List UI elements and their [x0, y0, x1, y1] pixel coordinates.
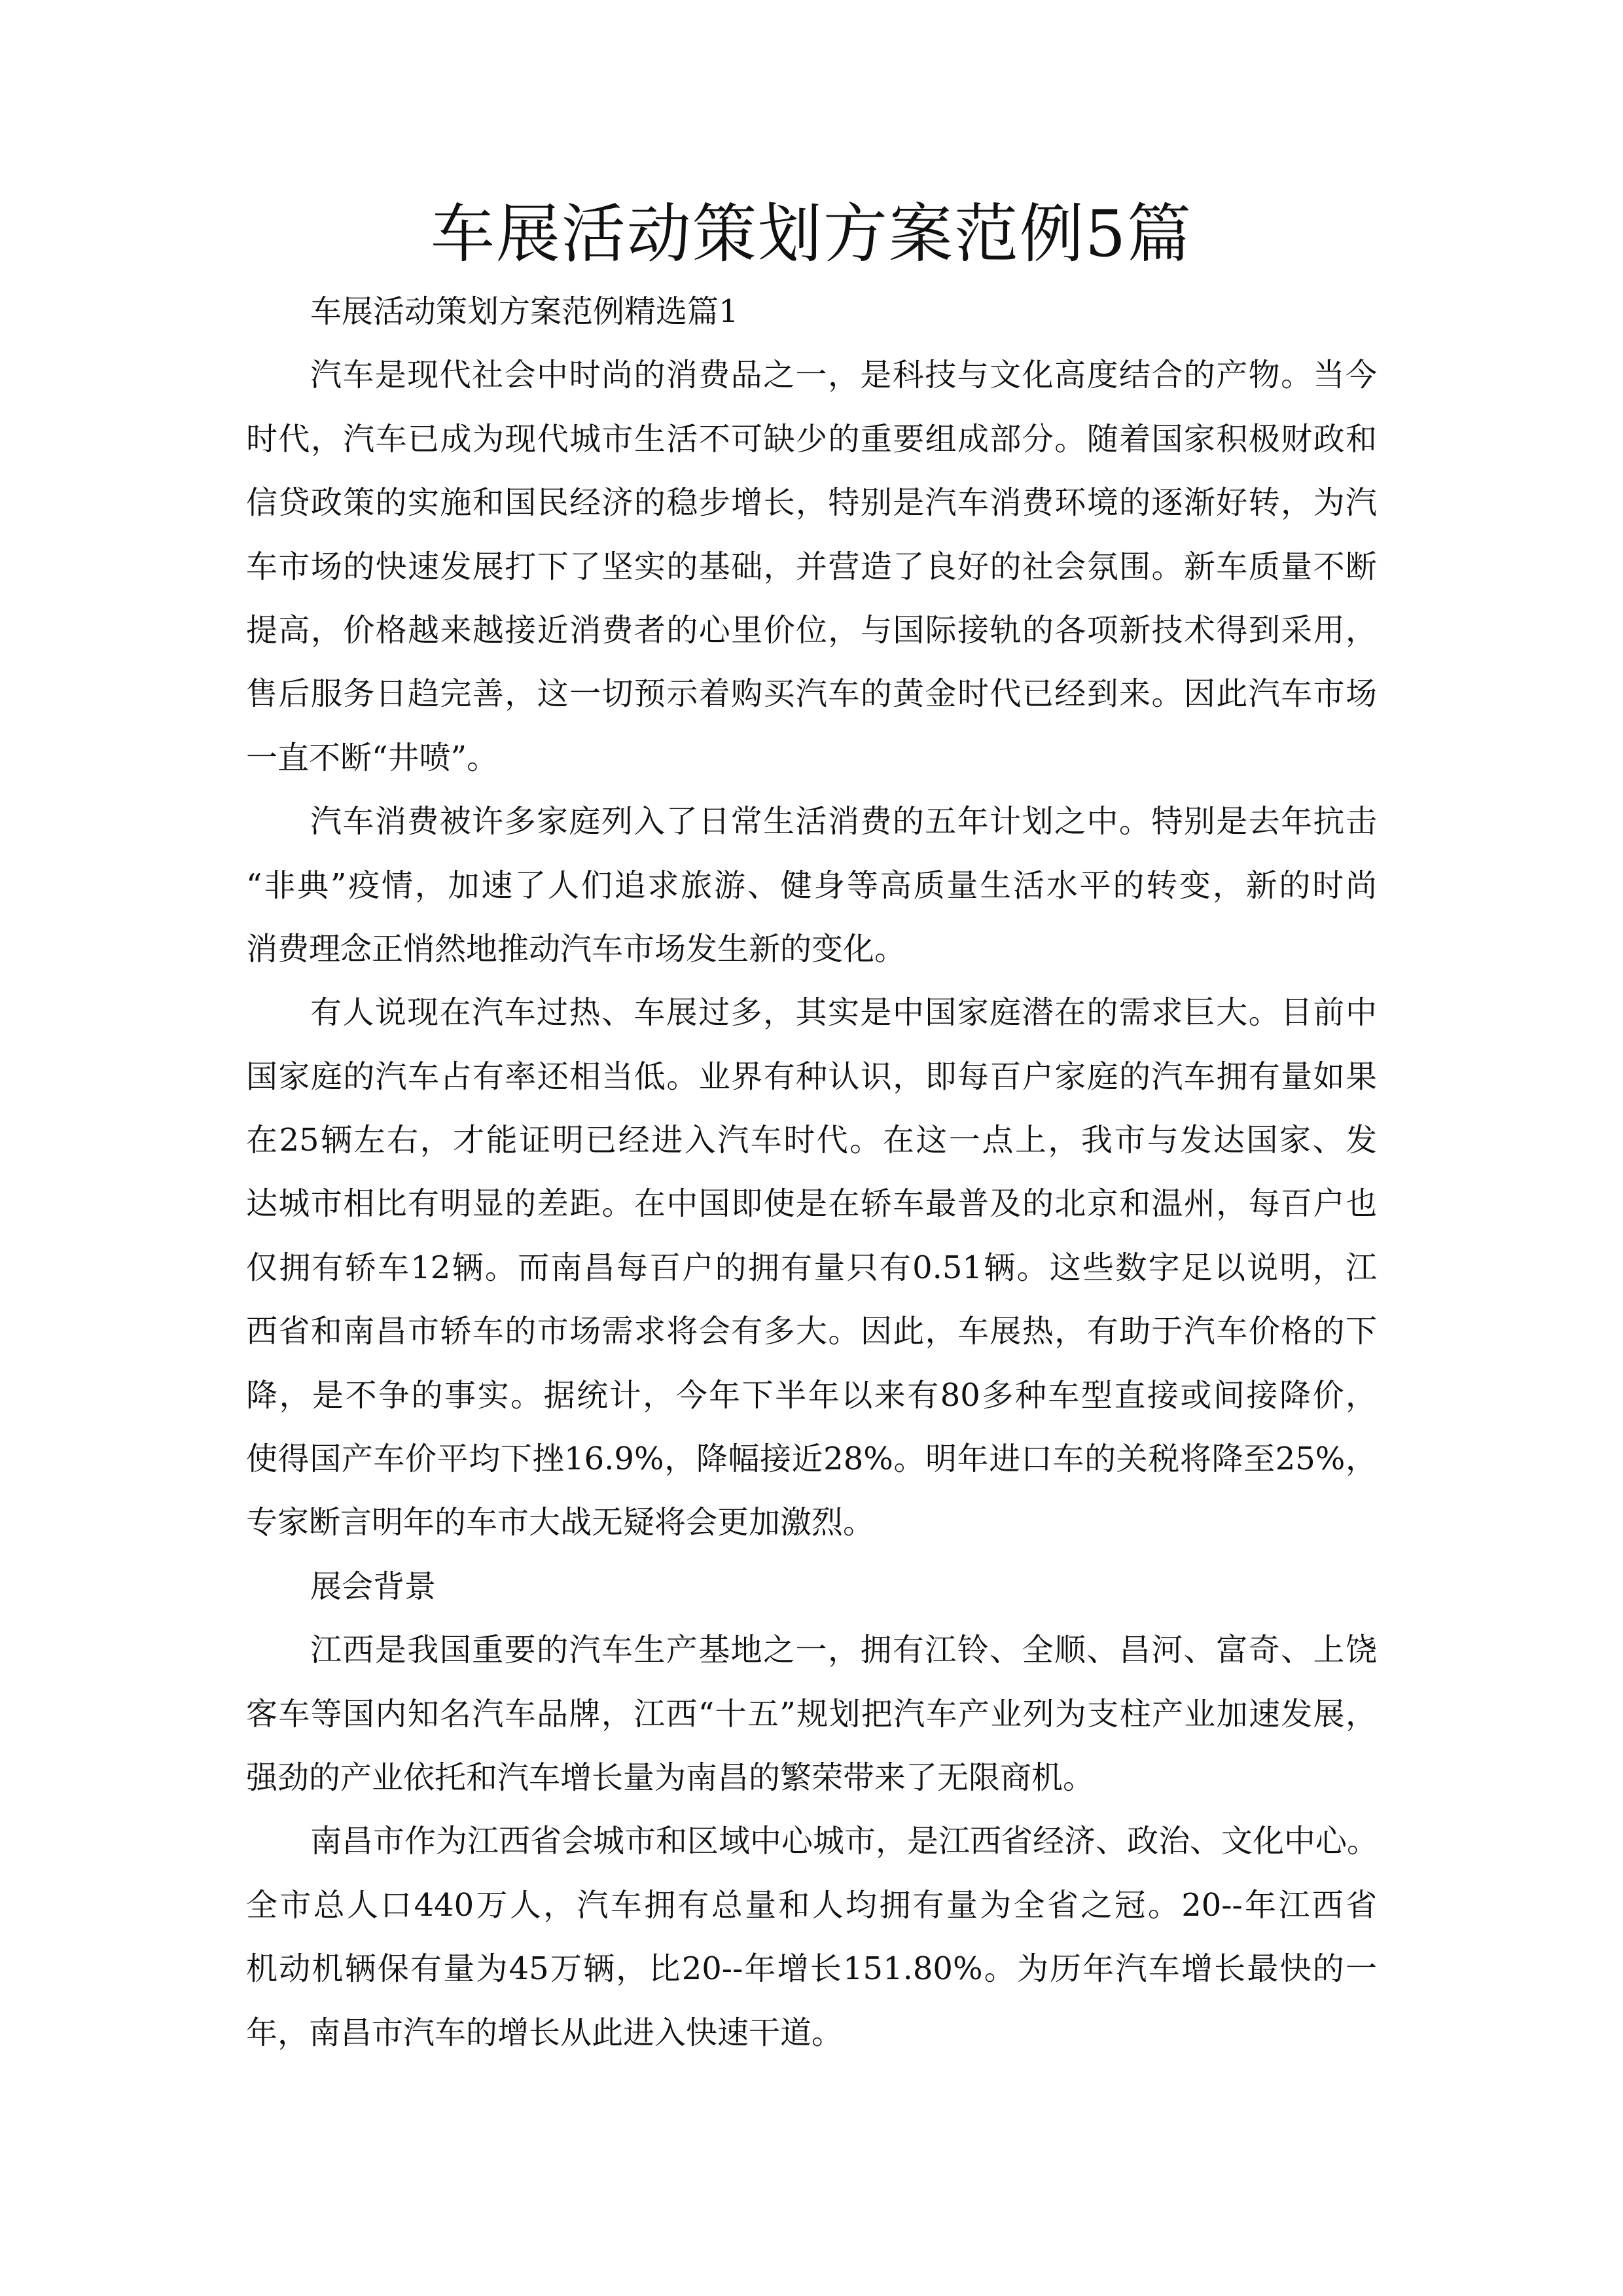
paragraph [246, 981, 1377, 1555]
text-line: 西省和南昌市轿车的市场需求将会有多大。因此，车展热，有助于汽车价格的下 [246, 1313, 1377, 1350]
text-line: 强劲的产业依托和汽车增长量为南昌的繁荣带来了无限商机。 [246, 1759, 1095, 1796]
text-line: 提高，价格越来越接近消费者的心里价位，与国际接轨的各项新技术得到采用， [246, 611, 1377, 649]
text-line: 汽车消费被许多家庭列入了日常生活消费的五年计划之中。特别是去年抗击 [310, 803, 1377, 840]
paragraph [246, 344, 1377, 790]
text-line: 降，是不争的事实。据统计，今年下半年以来有80多种车型直接或间接降价， [246, 1376, 1377, 1414]
document-body [246, 280, 1377, 2065]
text-line: 客车等国内知名汽车品牌，江西“十五”规划把汽车产业列为支柱产业加速发展， [246, 1695, 1377, 1732]
text-line: 机动机辆保有量为45万辆，比20--年增长151.80%。为历年汽车增长最快的一 [246, 1950, 1377, 1988]
paragraph [246, 1810, 1377, 2065]
text-line: 达城市相比有明显的差距。在中国即使是在轿车最普及的北京和温州，每百户也 [246, 1185, 1377, 1223]
text-line: 展会背景 [310, 1568, 437, 1605]
text-line: 消费理念正悄然地推动汽车市场发生新的变化。 [246, 930, 906, 967]
text-line: 汽车是现代社会中时尚的消费品之一，是科技与文化高度结合的产物。当今 [310, 357, 1377, 394]
text-line: 国家庭的汽车占有率还相当低。业界有种认识，即每百户家庭的汽车拥有量如果 [246, 1058, 1377, 1095]
text-line: 全市总人口440万人，汽车拥有总量和人均拥有量为全省之冠。20--年江西省 [246, 1886, 1377, 1924]
text-line: 专家断言明年的车市大战无疑将会更加激烈。 [246, 1504, 875, 1541]
text-line: “非典”疫情，加速了人们追求旅游、健身等高质量生活水平的转变，新的时尚 [246, 867, 1377, 904]
document-title: 车展活动策划方案范例5篇 [430, 197, 1193, 272]
text-line: 江西是我国重要的汽车生产基地之一，拥有江铃、全顺、昌河、富奇、上饶 [310, 1632, 1377, 1669]
text-line: 信贷政策的实施和国民经济的稳步增长，特别是汽车消费环境的逐渐好转，为汽 [246, 484, 1377, 522]
text-line: 车展活动策划方案范例精选篇1 [310, 293, 739, 330]
text-line: 南昌市作为江西省会城市和区域中心城市，是江西省经济、政治、文化中心。 [310, 1823, 1379, 1860]
section-heading [246, 1555, 1377, 1619]
paragraph [246, 790, 1377, 981]
text-line: 一直不断“井喷”。 [246, 739, 499, 776]
text-line: 车市场的快速发展打下了坚实的基础，并营造了良好的社会氛围。新车质量不断 [246, 548, 1377, 585]
text-line: 有人说现在汽车过热、车展过多，其实是中国家庭潜在的需求巨大。目前中 [310, 994, 1377, 1031]
text-line: 仅拥有轿车12辆。而南昌每百户的拥有量只有0.51辆。这些数字足以说明，江 [246, 1249, 1377, 1286]
text-line: 在25辆左右，才能证明已经进入汽车时代。在这一点上，我市与发达国家、发 [246, 1122, 1377, 1159]
text-line: 售后服务日趋完善，这一切预示着购买汽车的黄金时代已经到来。因此汽车市场 [246, 675, 1377, 713]
text-line: 年，南昌市汽车的增长从此进入快速干道。 [246, 2014, 844, 2051]
text-line: 使得国产车价平均下挫16.9%，降幅接近28%。明年进口车的关税将降至25%， [246, 1441, 1377, 1478]
paragraph [246, 1619, 1377, 1810]
section-heading [246, 280, 1377, 344]
text-line: 时代，汽车已成为现代城市生活不可缺少的重要组成部分。随着国家积极财政和 [246, 420, 1377, 457]
